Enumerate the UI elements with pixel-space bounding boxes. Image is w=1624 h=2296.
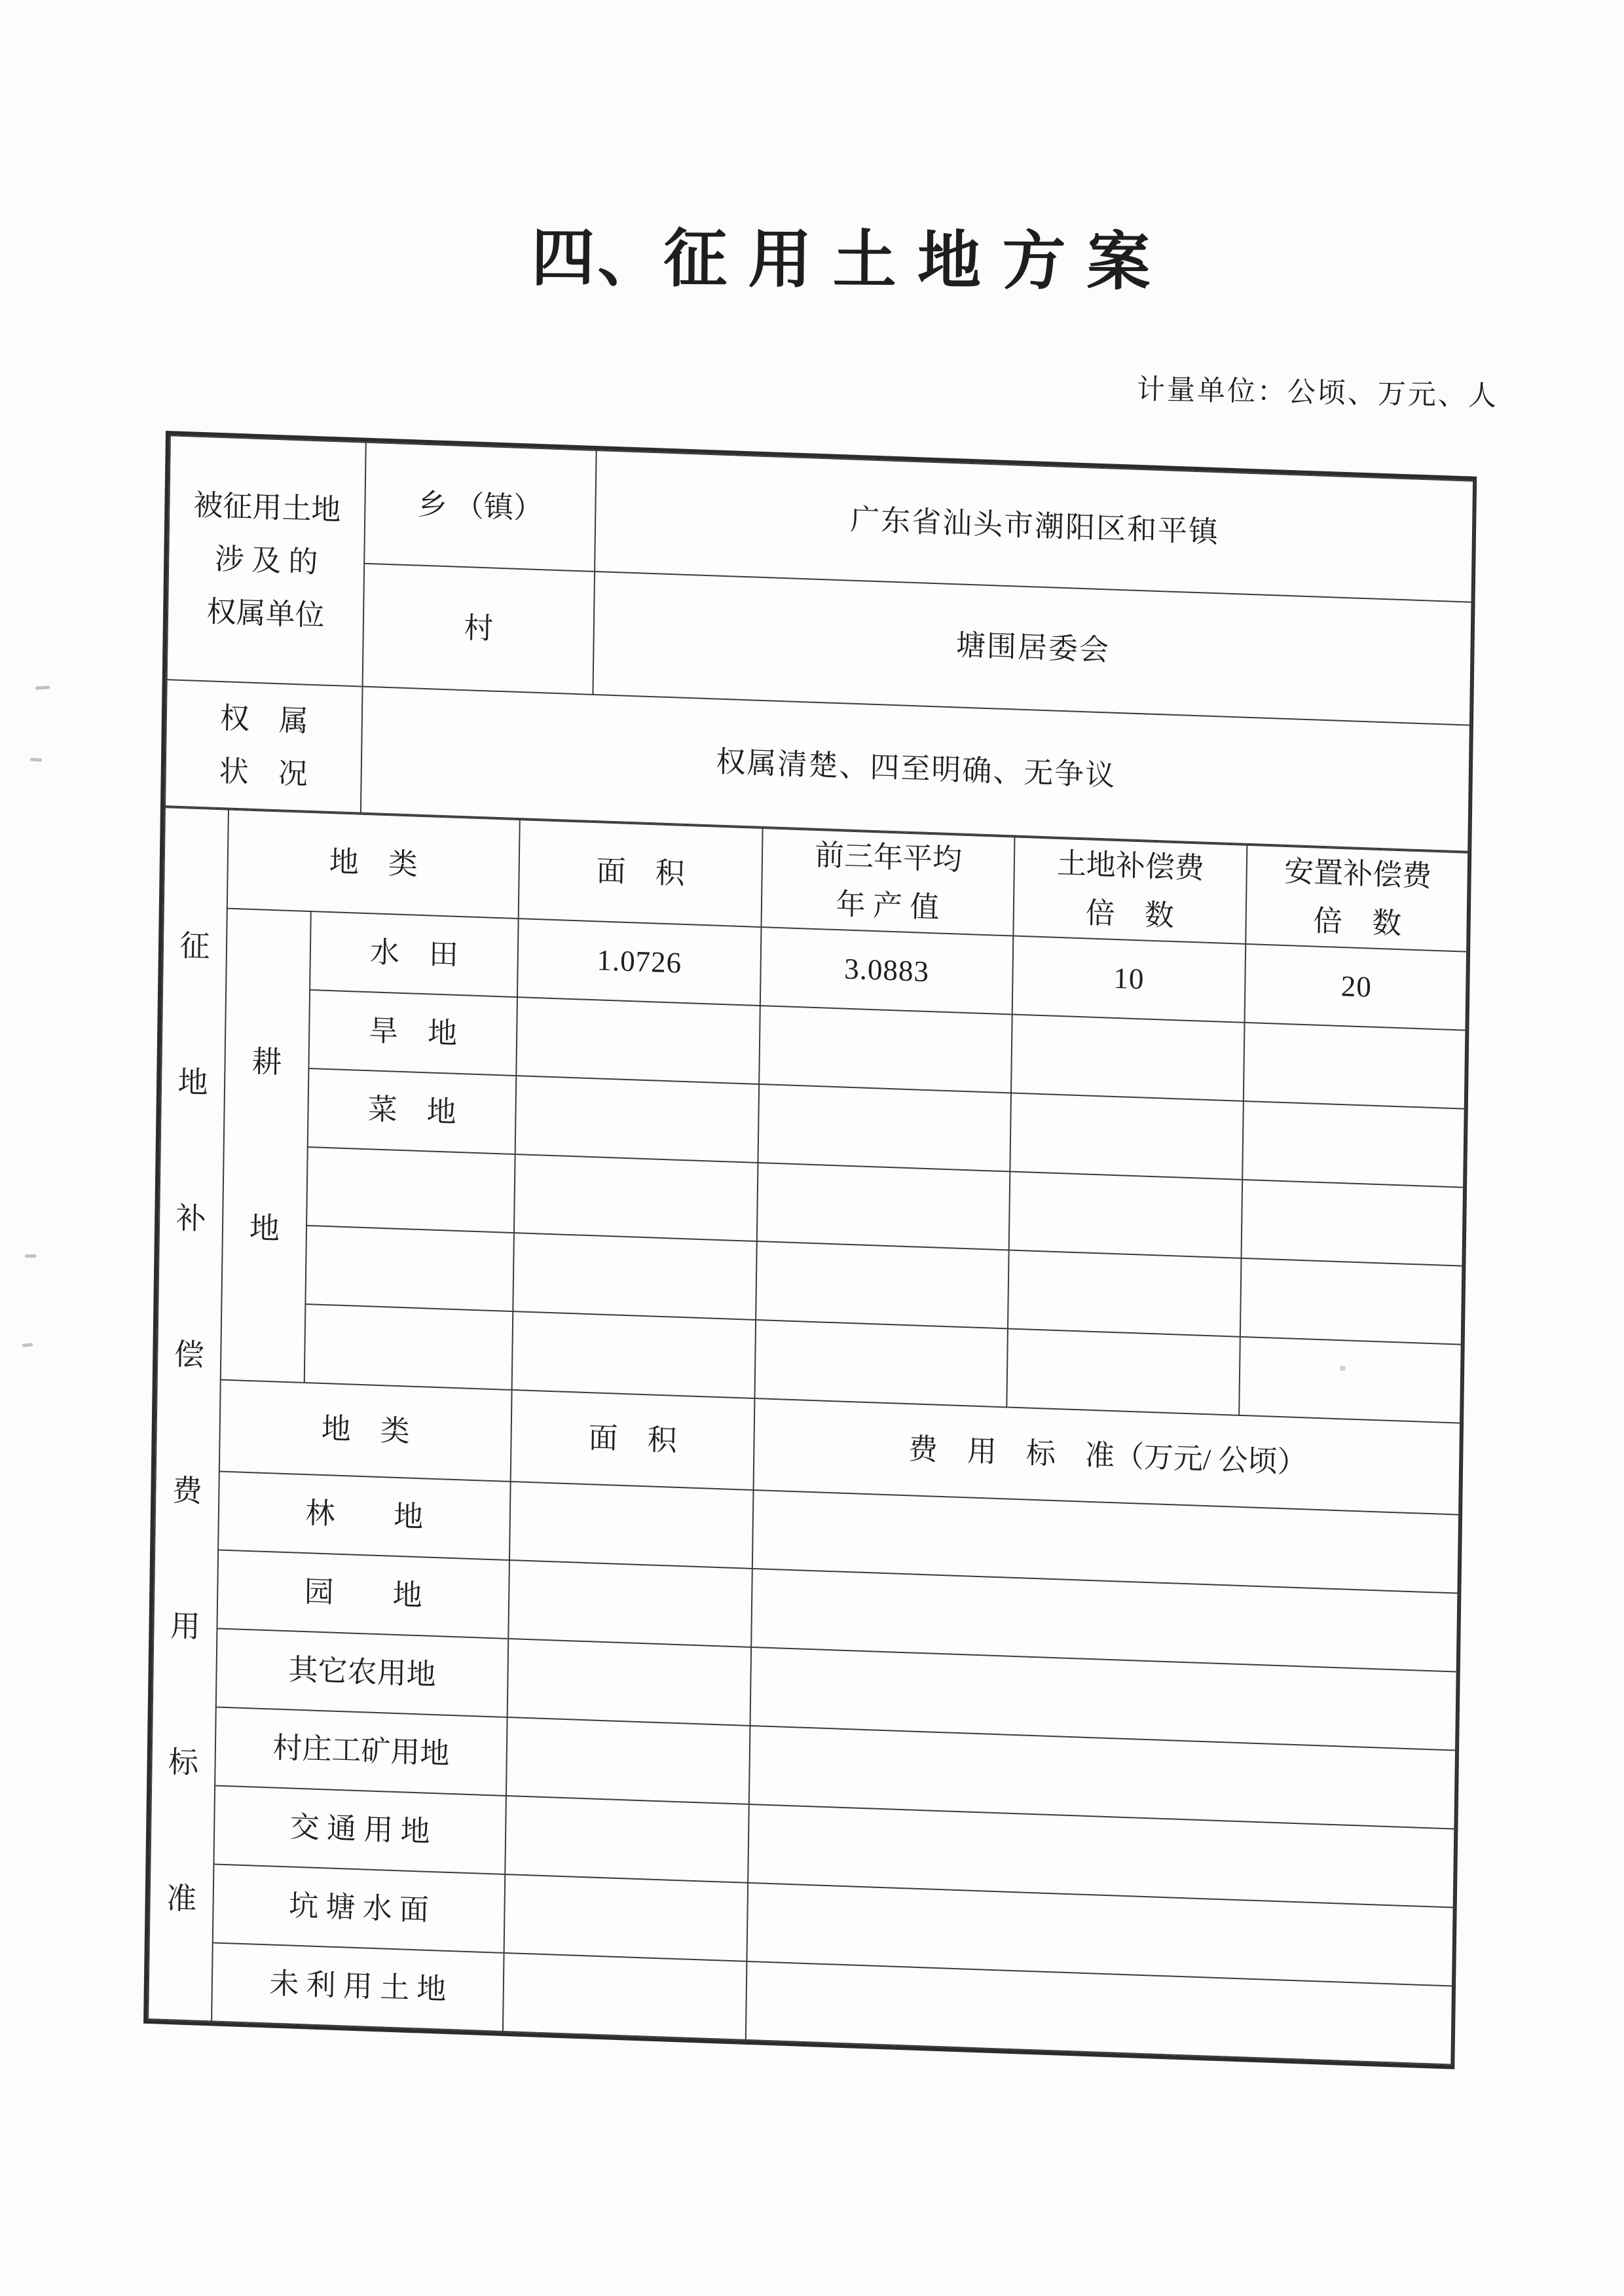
- tenure-status-value: 权属清楚、四至明确、无争议: [361, 687, 1471, 852]
- cell-paddy-land-fee: 10: [1012, 936, 1246, 1022]
- tenure-status-label-line1: 权 属: [219, 701, 309, 738]
- tenure-status-label: [165, 680, 363, 812]
- cell-paddy-area: 1.0726: [517, 919, 762, 1006]
- owner-units-label-line3: 权属单位: [206, 595, 325, 632]
- header-avg-output: 前三年平均 年 产 值: [762, 828, 1015, 936]
- side-label-vertical-text: 征 地 补 偿 费 用 标 准: [166, 928, 210, 1916]
- tenure-status-label-line2: 状 况: [219, 754, 308, 791]
- scan-artifact: [1340, 1366, 1346, 1371]
- row-village-industrial-mining-land: 村庄工矿用地: [151, 1705, 1457, 1829]
- row-unused-land: 未 利 用 土 地: [148, 1941, 1454, 2065]
- unit-note: 计量单位：公顷、万元、人: [1136, 374, 1499, 412]
- cell-paddy-type: 水 田: [310, 911, 519, 997]
- owner-units-label: [167, 435, 366, 686]
- row-garden-land: 园 地: [154, 1548, 1460, 1672]
- township-value: 广东省汕头市潮阳区和平镇: [595, 450, 1475, 602]
- header-resettle-fee-multiple: 安置补偿费 倍 数: [1246, 845, 1469, 951]
- row-pond-water-surface: 坑 塘 水 面: [149, 1862, 1455, 1986]
- cell-dryland-type: 旱 地: [308, 990, 517, 1076]
- header-land-fee-multiple: 土地补偿费 倍 数: [1013, 837, 1247, 943]
- header-area: 面 积: [519, 820, 763, 926]
- other-header-land-class: 地 类: [219, 1379, 512, 1482]
- owner-units-label-line2: 涉 及 的: [214, 542, 318, 579]
- village-value: 塘围居委会: [593, 572, 1473, 725]
- scan-artifact: [22, 1343, 33, 1347]
- scan-artifact: [35, 685, 50, 690]
- compensation-standard-table: [147, 807, 1470, 2065]
- row-forest-land: 林 地: [155, 1469, 1460, 1594]
- cell-paddy-resettle-fee: 20: [1245, 943, 1469, 1030]
- row-transportation-land: 交 通 用 地: [150, 1783, 1456, 1908]
- scan-artifact: [25, 1254, 36, 1258]
- row-other-agricultural-land: 其它农用地: [153, 1626, 1458, 1751]
- township-label: 乡 （镇）: [364, 443, 596, 572]
- header-land-class: 地 类: [227, 810, 520, 919]
- cultivated-label-vertical-text: 耕 地: [249, 1044, 282, 1246]
- owner-units-label-line1: 被征用土地: [193, 488, 341, 527]
- page-title: 四、征 用 土 地 方 案: [530, 223, 1153, 298]
- ownership-info-table: [164, 435, 1475, 852]
- other-header-fee-standard: 费 用 标 准（万元/ 公顷）: [754, 1398, 1462, 1514]
- village-label: 村: [363, 564, 595, 695]
- land-requisition-form: [143, 431, 1477, 2069]
- scan-artifact: [30, 758, 42, 762]
- cultivated-land-label: [221, 908, 311, 1382]
- other-header-area: 面 积: [511, 1390, 755, 1490]
- cell-paddy-output: 3.0883: [760, 927, 1014, 1014]
- cell-vegplot-type: 菜 地: [308, 1068, 517, 1154]
